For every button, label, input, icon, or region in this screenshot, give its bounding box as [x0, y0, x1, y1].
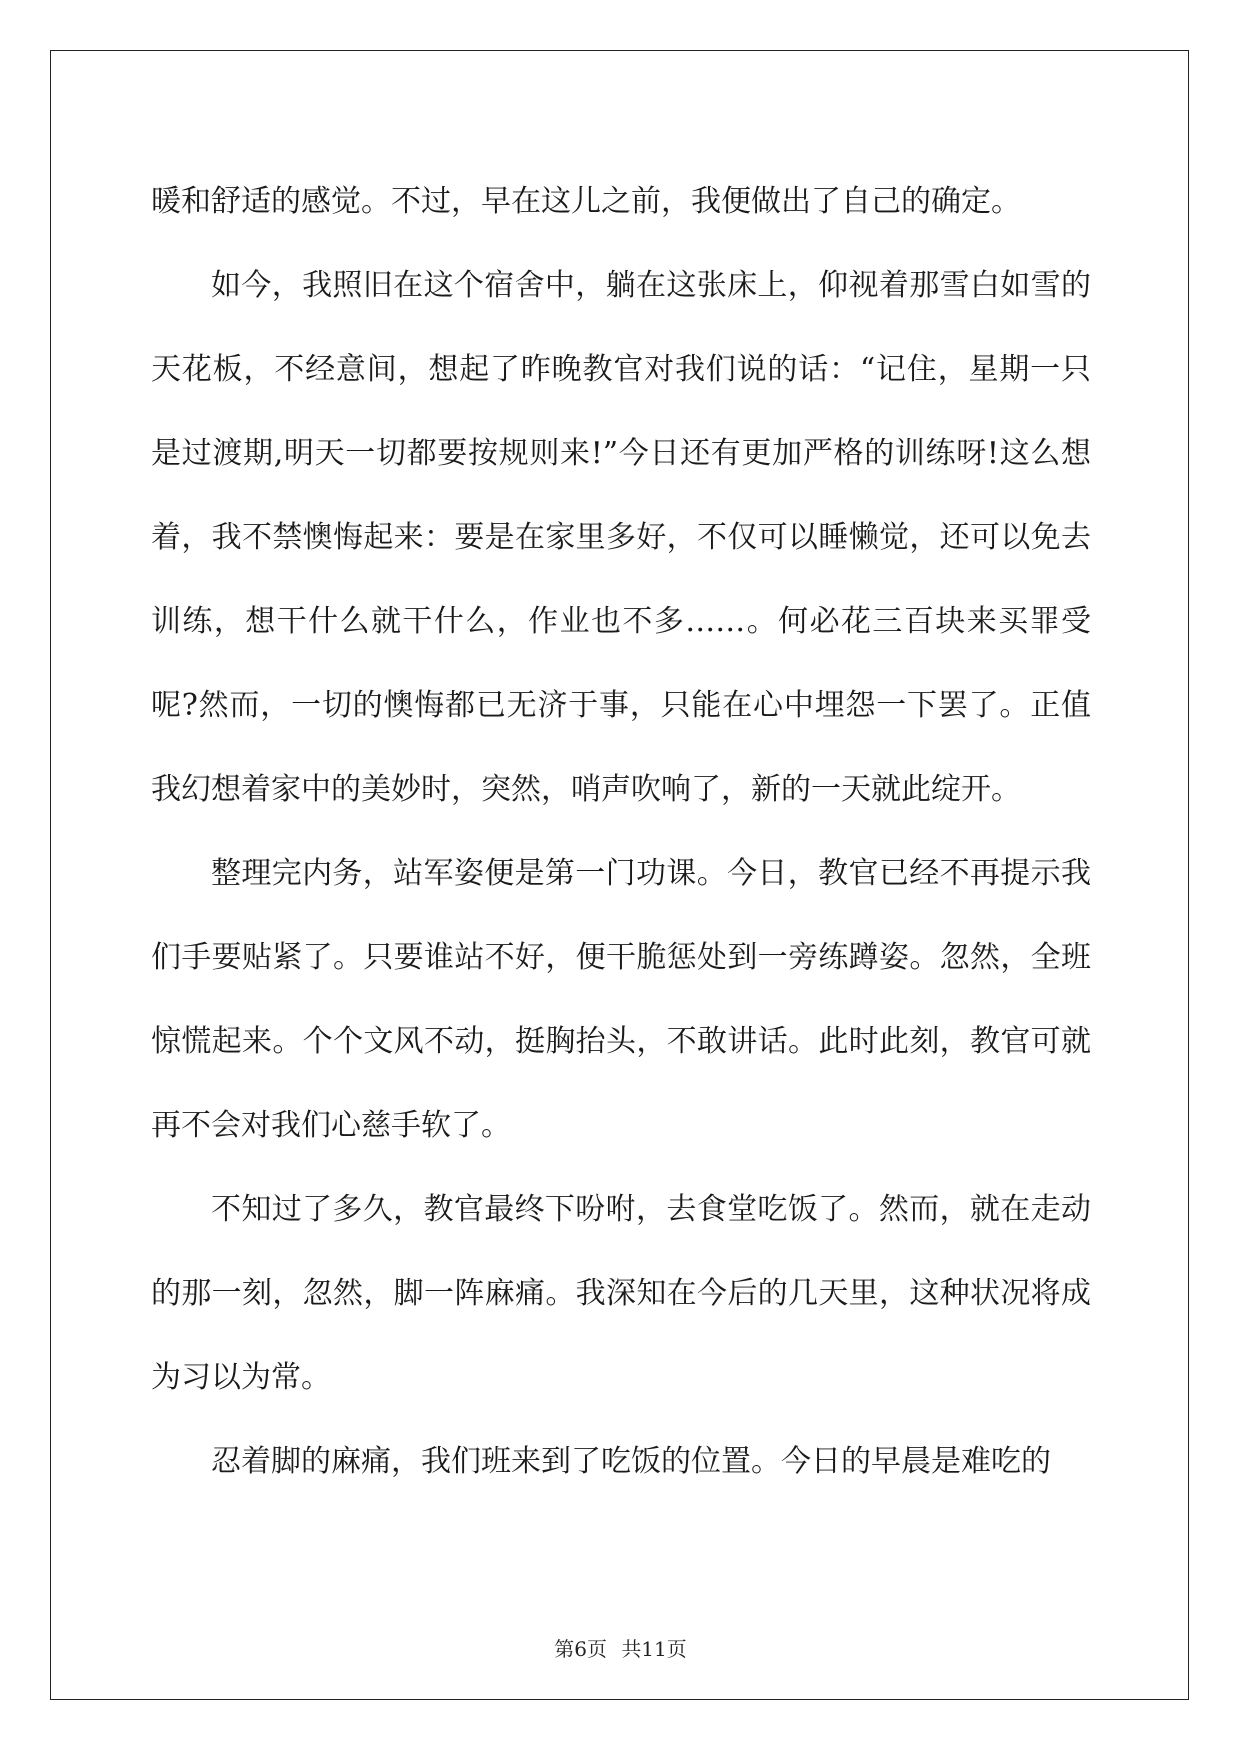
paragraph-5: 忍着脚的麻痛，我们班来到了吃饭的位置。今日的早晨是难吃的	[211, 1444, 1051, 1479]
page-footer	[0, 1633, 1241, 1662]
paragraph-3: 整理完内务，站军姿便是第一门功课。今日，教官已经不再提示我们手要贴紧了。只要谁站不好，便干脆惩处到一旁练蹲姿。忽然，全班惊慌起来。个个文风不动，挺胸抬头，不敢讲话。此时此刻，教官可就再不会对我们心慈手软了。	[151, 856, 1091, 1143]
page-number: 第6页	[554, 1637, 607, 1661]
document-body	[151, 160, 1091, 1504]
paragraph-2: 如今，我照旧在这个宿舍中，躺在这张床上，仰视着那雪白如雪的天花板，不经意间，想起了昨晚教官对我们说的话：“记住，星期一只是过渡期,明天一切都要按规则来!”今日还有更加严格的训练呀!这么想着，我不禁懊悔起来：要是在家里多好，不仅可以睡懒觉，还可以免去训练，想干什么就干什么，作业也不多……。何必花三百块来买罪受呢?然而，一切的懊悔都已无济于事，只能在心中埋怨一下罢了。正值我幻想着家中的美妙时，突然，哨声吹响了，新的一天就此绽开。	[151, 268, 1091, 807]
page-total: 共11页	[621, 1637, 687, 1661]
paragraph-1: 暖和舒适的感觉。不过，早在这儿之前，我便做出了自己的确定。	[151, 184, 1021, 219]
paragraph-4: 不知过了多久，教官最终下吩咐，去食堂吃饭了。然而，就在走动的那一刻，忽然，脚一阵麻痛。我深知在今后的几天里，这种状况将成为习以为常。	[151, 1192, 1091, 1395]
